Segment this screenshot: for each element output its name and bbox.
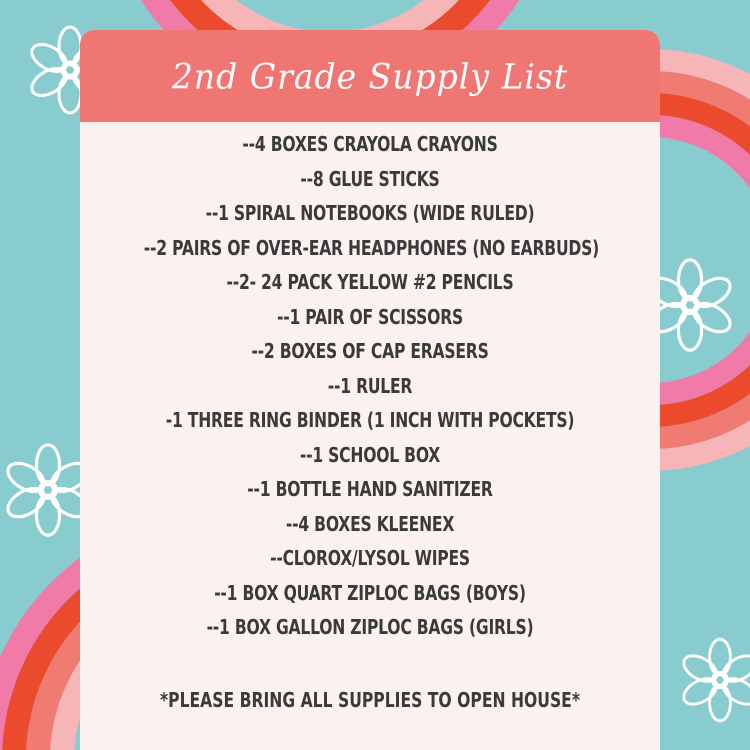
- supply-list: [80, 127, 660, 645]
- list-item: --1 BOX GALLON ZIPLOC BAGS (GIRLS): [206, 615, 534, 639]
- list-item: --2- 24 PACK YELLOW #2 PENCILS: [226, 270, 514, 294]
- list-item: --1 SCHOOL BOX: [299, 442, 441, 467]
- page-title: 2nd Grade Supply List: [171, 55, 569, 97]
- list-item: --8 GLUE STICKS: [300, 166, 440, 191]
- title-banner: [80, 30, 660, 122]
- list-item: --1 BOTTLE HAND SANITIZER: [247, 477, 493, 501]
- list-item: --1 BOX QUART ZIPLOC BAGS (BOYS): [214, 580, 526, 605]
- list-item: --4 BOXES KLEENEX: [285, 511, 455, 536]
- list-item: --2 BOXES OF CAP ERASERS: [251, 339, 489, 363]
- footer-note: *PLEASE BRING ALL SUPPLIES TO OPEN HOUSE*: [159, 688, 581, 712]
- list-item: --CLOROX/LYSOL WIPES: [270, 546, 470, 570]
- list-item: -1 THREE RING BINDER (1 INCH WITH POCKETS): [165, 408, 575, 432]
- list-item: --2 PAIRS OF OVER-EAR HEADPHONES (NO EARBUDS): [143, 235, 600, 260]
- supply-list-card: [80, 30, 660, 750]
- list-item: --1 SPIRAL NOTEBOOKS (WIDE RULED): [205, 201, 535, 225]
- list-item: --4 BOXES CRAYOLA CRAYONS: [242, 132, 498, 156]
- list-item: --1 RULER: [327, 373, 413, 398]
- list-item: --1 PAIR OF SCISSORS: [276, 304, 464, 329]
